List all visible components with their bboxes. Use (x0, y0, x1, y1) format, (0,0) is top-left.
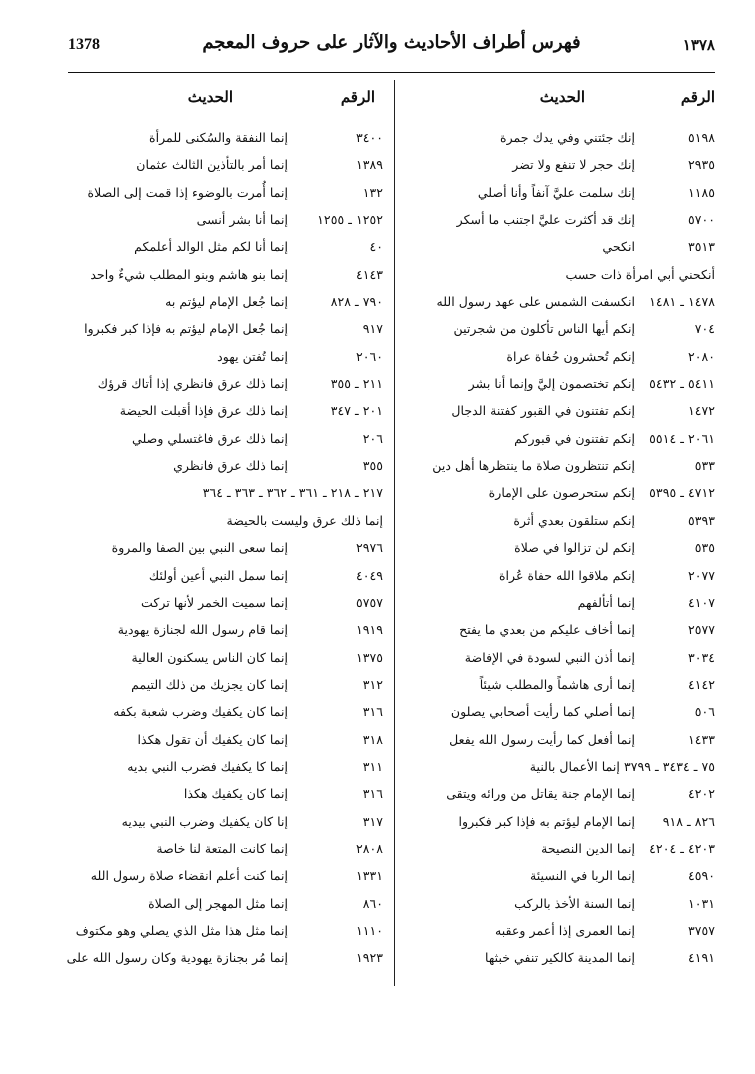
index-entry (63, 726, 383, 753)
index-entry (63, 616, 383, 643)
index-entry (63, 206, 383, 233)
index-entry (370, 917, 715, 944)
entry-number: ١٤٧٨ ـ ١٤٨١ (649, 294, 715, 310)
entry-text: إنما كان الناس يسكنون العالية (131, 649, 288, 665)
entry-number: ٣١٦ (362, 704, 383, 720)
entry-number: ١٣٨٩ (355, 157, 383, 173)
page-number-latin: 1378 (68, 36, 100, 53)
index-entry (370, 671, 715, 698)
entry-text: انكسفت الشمس على عهد رسول الله (436, 294, 635, 310)
index-entry (370, 343, 715, 370)
entry-number: ٥٣٥ (694, 540, 715, 556)
index-entry (370, 397, 715, 424)
entry-text: إنما كان يكفيك أن تقول هكذا (137, 731, 288, 747)
entry-text: إنما كانت المتعة لنا خاصة (156, 840, 288, 856)
entry-text: إنكم ستلقون بعدي أثرة (513, 512, 635, 528)
index-entry (370, 425, 715, 452)
index-entry (63, 397, 383, 424)
entry-text: إنكم تفتنون في قبوركم (514, 430, 635, 446)
entry-text: إنما كنت أعلم انقضاء صلاة رسول الله (90, 868, 288, 884)
entry-text: إنكم ستحرصون على الإمارة (488, 485, 635, 501)
entry-text: إنما أنا لكم مثل الوالد أعلمكم (134, 239, 288, 255)
index-entry (370, 206, 715, 233)
entry-number: ١٩٢٣ (355, 950, 383, 966)
entry-text: إنما تُفتن يهود (217, 348, 288, 364)
entry-number: ٥٣٩٣ (687, 512, 715, 528)
entry-text: إنك حجر لا تنفع ولا تضر (512, 157, 635, 173)
entry-text: إنما أُمرت بالوضوء إذا قمت إلى الصلاة (87, 184, 288, 200)
index-entry (370, 288, 715, 315)
index-entry (370, 315, 715, 342)
entry-number: ٣١٨ (362, 731, 383, 747)
entry-number: ٣٤٠٠ (355, 130, 383, 145)
entry-number: ٤٠٤٩ (355, 567, 383, 583)
entry-text: إنما الإمام ليؤتم به فإذا كبر فكبروا (458, 813, 635, 829)
entry-number: ٥٠٦ (694, 704, 715, 720)
entry-number: ٣١٧ (362, 813, 383, 829)
entry-text: إنما الدين النصيحة (541, 840, 635, 856)
index-entry (63, 835, 383, 862)
entry-number: ١٣٣١ (355, 868, 383, 884)
entry-text: ٢١٧ ـ ٢١٨ ـ ٣٦١ ـ ٣٦٢ ـ ٣٦٣ ـ ٣٦٤ (202, 485, 383, 501)
entry-number: ٣١٢ (362, 676, 383, 692)
index-entry (63, 862, 383, 889)
entry-number: ٢٠٦ (362, 430, 383, 446)
entry-text: إنما قام رسول الله لجنازة يهودية (117, 622, 288, 638)
entry-number: ٣١٦ (362, 786, 383, 802)
entry-number: ٥١٩٨ (687, 130, 715, 145)
entry-number: ٣٠٣٤ (687, 649, 715, 665)
entry-text: انكحي (602, 239, 635, 255)
index-entry (370, 835, 715, 862)
index-entry (370, 808, 715, 835)
column-head-number: الرقم (680, 88, 715, 106)
index-entry (63, 808, 383, 835)
entry-text: إنكم تنتظرون صلاة ما ينتظرها أهل دين (432, 458, 635, 474)
entry-text: إنكم ملاقوا الله حفاة عُراة (498, 567, 635, 583)
entry-number: ٤٥٩٠ (687, 868, 715, 884)
entry-text: إنكم تُحشرون حُفاة عراة (506, 348, 635, 364)
entry-text: إنما العمرى إذا أعمر وعقبه (494, 922, 635, 938)
index-entry (63, 507, 383, 534)
entry-text: إنما أرى هاشماً والمطلب شيئاً (479, 676, 635, 692)
entry-text: إنما ذلك عرق فاغتسلي وصلي (131, 430, 288, 446)
entry-number: ٨٦٠ (362, 895, 383, 911)
index-entry (370, 507, 715, 534)
index-entry (63, 124, 383, 151)
index-entry (370, 179, 715, 206)
entry-text: إنما جُعل الإمام ليؤتم به فإذا كبر فكبروا (84, 321, 288, 337)
entry-number: ١١٨٥ (687, 184, 715, 200)
index-entry (370, 534, 715, 561)
index-entry (370, 261, 715, 288)
entry-number: ٤١٠٧ (687, 594, 715, 610)
entry-number: ٢١١ ـ ٣٥٥ (330, 376, 383, 392)
entry-text: إنما أخاف عليكم من بعدي ما يفتح (459, 622, 635, 638)
index-entry (370, 753, 715, 780)
index-entry (63, 698, 383, 725)
entry-number: ١٣٧٥ (355, 649, 383, 665)
index-entry (63, 233, 383, 260)
entry-text: إنما أذن النبي لسودة في الإفاضة (464, 649, 635, 665)
entry-text: إنما السنة الأخذ بالركب (514, 895, 635, 911)
entry-text: إنما كان يكفيك هكذا (183, 786, 288, 802)
entry-number: ١٩١٩ (355, 622, 383, 638)
entry-number: ٢٩٣٥ (687, 157, 715, 173)
entry-text: أنكحني أبي امرأة ذات حسب (565, 266, 715, 282)
index-entry (63, 370, 383, 397)
left-column-list (63, 124, 383, 972)
entry-number: ٣٥١٣ (687, 239, 715, 255)
entry-text: إنما مثل هذا مثل الذي يصلي وهو مكتوف (75, 922, 288, 938)
index-entry (63, 917, 383, 944)
index-entry (370, 862, 715, 889)
entry-text: إنما الإمام جنة يقاتل من ورائه ويتقى (446, 786, 635, 802)
entry-number: ٣٥٥ (362, 458, 383, 474)
entry-number: ٢٠٦١ ـ ٥٥١٤ (649, 430, 715, 446)
entry-number: ١٤٣٣ (687, 731, 715, 747)
page-header (68, 28, 715, 68)
entry-text: إنا كان يكفيك وضرب النبي بيديه (121, 813, 288, 829)
entry-number: ١٢٥٢ ـ ١٢٥٥ (317, 212, 383, 228)
entry-number: ٤٧١٢ ـ ٥٣٩٥ (649, 485, 715, 501)
entry-number: ٤٢٠٢ (687, 786, 715, 802)
index-entry (63, 261, 383, 288)
entry-number: ٢٠٦٠ (355, 348, 383, 364)
index-entry (370, 698, 715, 725)
entry-number: ٢٠٧٧ (687, 567, 715, 583)
entry-text: إنكم تفتنون في القبور كفتنة الدجال (451, 403, 635, 419)
entry-number: ٥٤١١ ـ ٥٤٣٢ (649, 376, 715, 392)
entry-text: إنما أتألفهم (577, 594, 635, 610)
entry-number: ٤١٩١ (687, 950, 715, 966)
entry-number: ٤٢٠٣ ـ ٤٢٠٤ (649, 840, 715, 856)
index-entry (370, 233, 715, 260)
entry-text: إنكم أيها الناس تأكلون من شجرتين (453, 321, 635, 337)
right-column-header (370, 88, 715, 116)
entry-number: ٥٧٥٧ (355, 594, 383, 610)
page-title: فهرس أطراف الأحاديث والآثار على حروف المعجم (202, 32, 581, 53)
entry-number: ٨٢٦ ـ ٩١٨ (662, 813, 715, 829)
entry-text: إنما بنو هاشم وبنو المطلب شيءٌ واحد (90, 266, 288, 282)
entry-text: إنما جُعل الإمام ليؤتم به (165, 294, 288, 310)
entry-text: إنما كان يكفيك وضرب شعبة بكفه (113, 704, 288, 720)
page-number-arabic: ١٣٧٨ (682, 36, 715, 54)
entry-number: ٧٩٠ ـ ٨٢٨ (330, 294, 383, 310)
index-entry (63, 315, 383, 342)
index-entry (63, 425, 383, 452)
entry-text: إنما ذلك عرق فانظري (173, 458, 288, 474)
column-head-hadith: الحديث (187, 88, 233, 106)
entry-text: إنما ذلك عرق فإذا أقبلت الحيضة (119, 403, 288, 419)
entry-number: ٣١١ (362, 758, 383, 774)
entry-number: ٢٩٧٦ (355, 540, 383, 556)
column-head-hadith: الحديث (539, 88, 585, 106)
entry-text: إنما أمر بالتأذين الثالث عثمان (136, 157, 288, 173)
entry-text: إنما أنا بشر أنسى (196, 212, 288, 228)
index-entry (370, 562, 715, 589)
index-entry (63, 151, 383, 178)
column-head-number: الرقم (340, 88, 375, 106)
entry-number: ١٣٢ (362, 184, 383, 200)
index-entry (63, 288, 383, 315)
entry-text: إنما كان يجزيك من ذلك التيمم (131, 676, 288, 692)
entry-text: إنما مُر بجنازة يهودية وكان رسول الله على (66, 950, 288, 966)
entry-number: ٧٠٤ (694, 321, 715, 337)
entry-text: إنما ذلك عرق فانظري إذا أتاك قرؤك (97, 376, 288, 392)
right-column-list (370, 124, 715, 972)
index-entry (370, 890, 715, 917)
index-entry (63, 179, 383, 206)
index-entry (63, 343, 383, 370)
index-entry (63, 780, 383, 807)
index-entry (370, 616, 715, 643)
entry-text: إنما كا يكفيك فضرب النبي بديه (127, 758, 288, 774)
index-entry (370, 479, 715, 506)
entry-number: ٢٠١ ـ ٣٤٧ (330, 403, 383, 419)
left-column-header (63, 88, 383, 116)
entry-text: إنما أصلي كما رأيت أصحابي يصلون (450, 704, 635, 720)
index-entry (63, 753, 383, 780)
entry-number: ٢٨٠٨ (355, 840, 383, 856)
entry-text: إنما الربا في النسيئة (530, 868, 635, 884)
index-entry (370, 726, 715, 753)
entry-text: إنما النفقة والسُكنى للمرأة (149, 130, 288, 145)
index-entry (63, 562, 383, 589)
entry-text: إنما سمل النبي أعين أولئك (148, 567, 288, 583)
index-entry (63, 890, 383, 917)
entry-number: ٤٠ (369, 239, 383, 255)
entry-number: ١٠٣١ (687, 895, 715, 911)
entry-text: إنما سعى النبي بين الصفا والمروة (111, 540, 288, 556)
index-entry (370, 780, 715, 807)
entry-number: ١٤٧٢ (687, 403, 715, 419)
entry-text: إنكم تختصمون إليَّ وإنما أنا بشر (468, 376, 635, 392)
index-entry (63, 644, 383, 671)
entry-number: ٤١٤٢ (687, 676, 715, 692)
index-entry (370, 644, 715, 671)
entry-number: ٢٥٧٧ (687, 622, 715, 638)
index-entry (63, 452, 383, 479)
index-entry (63, 589, 383, 616)
index-entry (370, 452, 715, 479)
index-entry (63, 479, 383, 506)
entry-number: ٤١٤٣ (355, 266, 383, 282)
entry-text: إنما سميت الخمر لأنها تركت (141, 594, 288, 610)
index-entry (370, 370, 715, 397)
index-entry (370, 589, 715, 616)
header-rule (68, 72, 715, 73)
index-entry (63, 671, 383, 698)
entry-text: إنك قد أكثرت عليَّ اجتنب ما أسكر (456, 212, 635, 228)
entry-text: إنما أفعل كما رأيت رسول الله يفعل (449, 731, 635, 747)
entry-text: إنكم لن تزالوا في صلاة (514, 540, 635, 556)
index-entry (63, 534, 383, 561)
index-entry (370, 124, 715, 151)
entry-number: ٥٣٣ (694, 458, 715, 474)
entry-number: ٢٠٨٠ (687, 348, 715, 364)
entry-number: ٥٧٠٠ (687, 212, 715, 228)
entry-text: ٧٥ ـ ٣٤٣٤ ـ ٣٧٩٩ إنما الأعمال بالنية (529, 758, 715, 774)
entry-text: إنما مثل المهجر إلى الصلاة (148, 895, 288, 911)
entry-number: ٣٧٥٧ (687, 922, 715, 938)
index-entry (370, 151, 715, 178)
entry-text: إنما ذلك عرق وليست بالحيضة (226, 512, 383, 528)
entry-number: ٩١٧ (362, 321, 383, 337)
entry-text: إنك جئتني وفي يدك جمرة (499, 130, 635, 145)
entry-number: ١١١٠ (355, 922, 383, 938)
index-entry (370, 944, 715, 971)
entry-text: إنك سلمت عليَّ آنفاً وأنا أصلي (477, 184, 635, 200)
index-entry (63, 944, 383, 971)
entry-text: إنما المدينة كالكير تنفي خبثها (485, 950, 635, 966)
